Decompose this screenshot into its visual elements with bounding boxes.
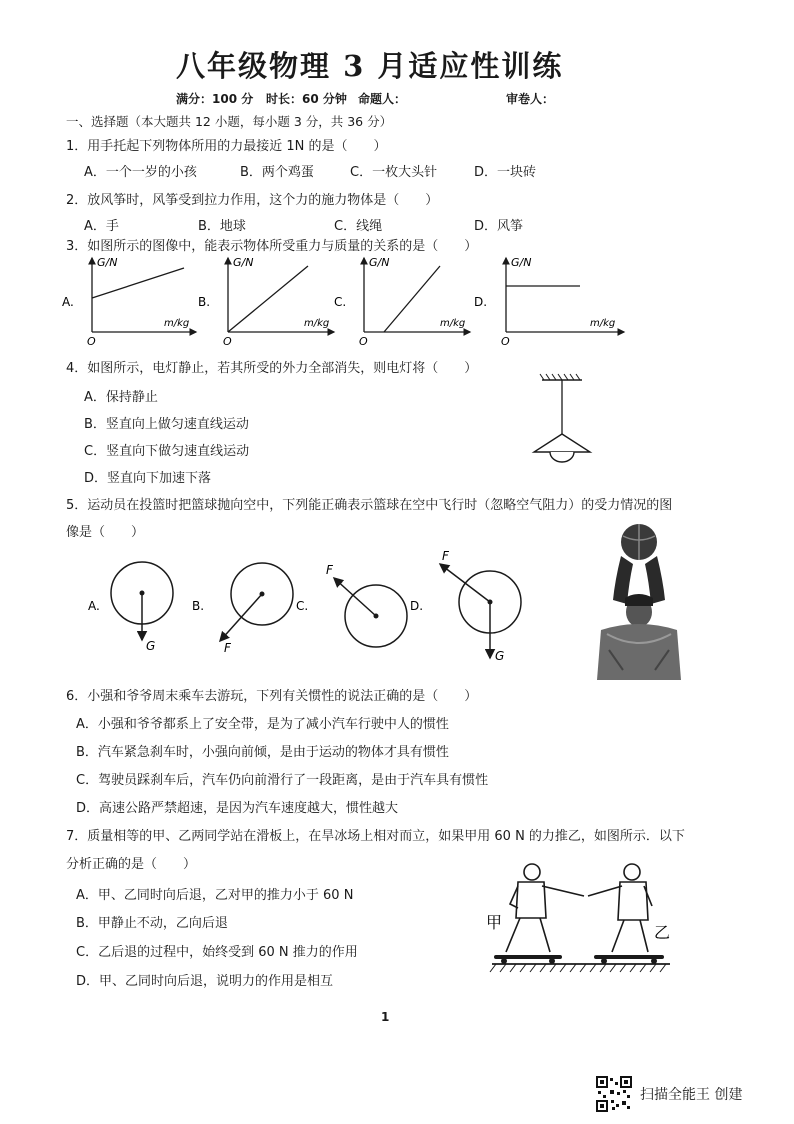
graph-a-ylabel: G/N [97,256,118,269]
graph-b-line [228,266,308,332]
question-2-option-c: C．线绳 [334,219,383,234]
question-6-option-d: D．高速公路严禁超速，是因为汽车速度越大，惯性越大 [76,801,399,816]
question-1-option-b: B．两个鸡蛋 [240,165,314,180]
force-diagram-d [410,549,521,663]
force-d-label: D. [410,599,424,613]
force-diagram-c [296,563,407,647]
label-yi: 乙 [654,923,671,942]
force-c-label: C. [296,599,309,613]
force-diagram-a [88,562,173,653]
question-7-option-b: B．甲静止不动，乙向后退 [76,916,228,931]
graph-d-origin: O [501,335,510,348]
question-7-option-d: D．甲、乙同时向后退，说明力的作用是相互 [76,974,334,989]
graph-b-label: B. [198,295,211,309]
graph-d-xlabel: m/kg [590,318,616,329]
lamp-bulb [550,452,574,462]
question-7-stem-line2: 分析正确的是（ ） [66,857,197,872]
question-2-stem: 2．放风筝时，风筝受到拉力作用，这个力的施力物体是（ ） [66,193,439,208]
person-jia [506,864,584,952]
question-4-option-d: D．竖直向下加速下落 [84,471,212,486]
graph-a-origin: O [87,335,96,348]
reviewer-label: 审卷人： [506,92,555,106]
full-score: 满分：100 分 [176,92,254,106]
graph-c-xlabel: m/kg [440,318,466,329]
question-4-stem: 4．如图所示，电灯静止，若其所受的外力全部消失，则电灯将（ ） [66,361,478,376]
question-7-option-a: A．甲、乙同时向后退，乙对甲的推力小于 60 N [76,888,354,903]
duration: 时长：60 分钟 [266,92,347,106]
watermark-text: 扫描全能王 创建 [640,1087,743,1103]
question-7-stem-line1: 7．质量相等的甲、乙两同学站在滑板上，在旱冰场上相对而立，如果甲用 60 N 的力推乙，如图所示．以下 [66,829,685,844]
force-diagram-b [192,563,293,655]
q5-force-diagrams [80,546,540,664]
q3-graphs [56,252,636,348]
question-2-option-b: B．地球 [198,219,246,234]
force-a-label: A. [88,599,100,613]
page-number: 1 [381,1010,390,1024]
question-2-option-d: D．风筝 [474,219,524,234]
question-4-option-a: A．保持静止 [84,390,158,405]
question-4-option-b: B．竖直向上做匀速直线运动 [84,417,249,432]
question-5-stem-line2: 像是（ ） [66,525,145,540]
graph-d-label: D. [474,295,488,309]
person-yi [588,864,652,952]
force-a-g: G [146,639,156,653]
question-6-option-c: C．驾驶员踩刹车后，汽车仍向前滑行了一段距离，是由于汽车具有惯性 [76,773,489,788]
graph-c-ylabel: G/N [369,256,390,269]
force-d-g: G [495,649,505,663]
graph-c-line [384,266,440,332]
graph-b-origin: O [223,335,232,348]
lamp-shade [534,434,590,452]
page-title: 八年级物理 3 月适应性训练 [176,49,564,83]
graph-d-ylabel: G/N [511,256,532,269]
question-1-option-c: C．一枚大头针 [350,165,438,180]
question-5-stem-line1: 5．运动员在投篮时把篮球抛向空中，下列能正确表示篮球在空中飞行时（忽略空气阻力）的受力情况的图 [66,498,673,513]
question-7-option-c: C．乙后退的过程中，始终受到 60 N 推力的作用 [76,945,358,960]
graph-a-line [92,268,184,298]
q7-skaters-figure [484,852,674,974]
question-1-option-a: A．一个一岁的小孩 [84,165,197,180]
graph-c [334,256,470,348]
question-2-option-a: A．手 [84,219,119,234]
question-1-option-d: D．一块砖 [474,165,537,180]
question-3-stem: 3．如图所示的图像中，能表示物体所受重力与质量的关系的是（ ） [66,239,478,254]
question-4-option-c: C．竖直向下做匀速直线运动 [84,444,250,459]
question-6-option-a: A．小强和爷爷都系上了安全带，是为了减小汽车行驶中人的惯性 [76,717,449,732]
graph-a-xlabel: m/kg [164,318,190,329]
qr-code-icon [596,1076,632,1112]
graph-a-label: A. [62,295,74,309]
force-d-f: F [442,549,449,563]
force-b-f: F [224,641,231,655]
author-label: 命题人： [358,92,407,106]
force-b-label: B. [192,599,205,613]
graph-d [474,256,624,348]
question-1-stem: 1．用手托起下列物体所用的力最接近 1N 的是（ ） [66,139,387,154]
question-6-option-b: B．汽车紧急刹车时，小强向前倾，是由于运动的物体才具有惯性 [76,745,449,760]
force-c-f: F [326,563,333,577]
graph-c-label: C. [334,295,347,309]
basketball-player-photo [593,520,685,680]
q4-lamp-figure [528,372,596,472]
label-jia: 甲 [486,913,503,932]
question-6-stem: 6．小强和爷爷周末乘车去游玩，下列有关惯性的说法正确的是（ ） [66,689,478,704]
graph-c-origin: O [359,335,368,348]
section-heading: 一、选择题（本大题共 12 小题，每小题 3 分，共 36 分） [66,114,393,129]
graph-b-xlabel: m/kg [304,318,330,329]
graph-b [198,256,334,348]
graph-b-ylabel: G/N [233,256,254,269]
graph-a [62,256,196,348]
